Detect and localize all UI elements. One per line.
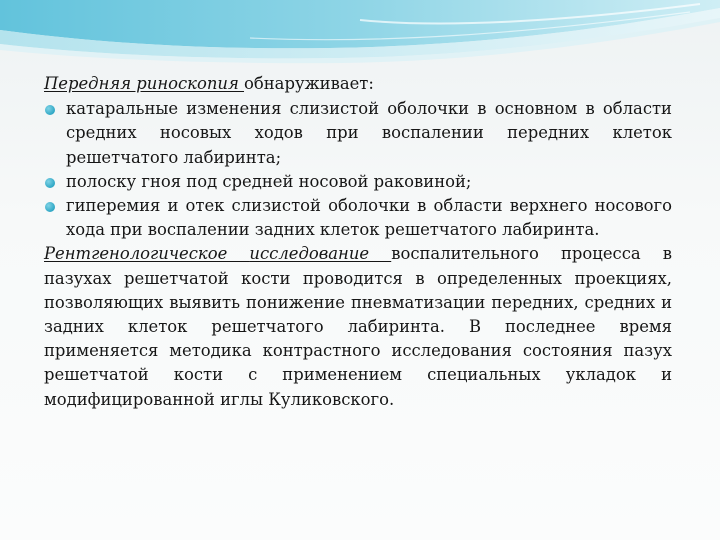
- intro-term: Передняя риноскопия: [44, 74, 245, 93]
- intro-paragraph: [44, 72, 672, 96]
- slide-content: [44, 72, 672, 412]
- xray-term-2: исследование: [249, 244, 392, 264]
- list-item-text: гиперемия и отек слизистой оболочки в области верхнего носового хода при воспалении задних клеток решетчатого лабиринта.: [66, 196, 672, 240]
- bullet-dot-icon: [45, 178, 55, 188]
- list-item-text: катаральные изменения слизистой оболочки в основном в области средних носовых ходов при воспалении передних клеток решетчатого лабиринта;: [66, 99, 672, 167]
- xray-paragraph: [44, 242, 672, 411]
- bullet-dot-icon: [45, 202, 55, 212]
- xray-term-1: Рентгенологическое: [44, 244, 250, 264]
- list-item: [44, 97, 672, 170]
- findings-list: [44, 97, 672, 242]
- bullet-dot-icon: [45, 105, 55, 115]
- header-wave-decoration: [0, 0, 720, 64]
- intro-text: обнаруживает:: [244, 74, 374, 93]
- list-item: [44, 170, 672, 194]
- list-item: [44, 194, 672, 242]
- list-item-text: полоску гноя под средней носовой раковиной;: [66, 171, 472, 191]
- xray-text: воспалительного процесса в пазухах решетчатой кости проводится в определенных проекциях, позволяющих выявить понижение пневматизации передних, средних и задних клеток решетчатого лабиринта. В последнее время применяется методика контрастного исследования состояния пазух решетчатой кости с применением специальных укладок и модифицированной иглы Куликовского.: [44, 244, 672, 409]
